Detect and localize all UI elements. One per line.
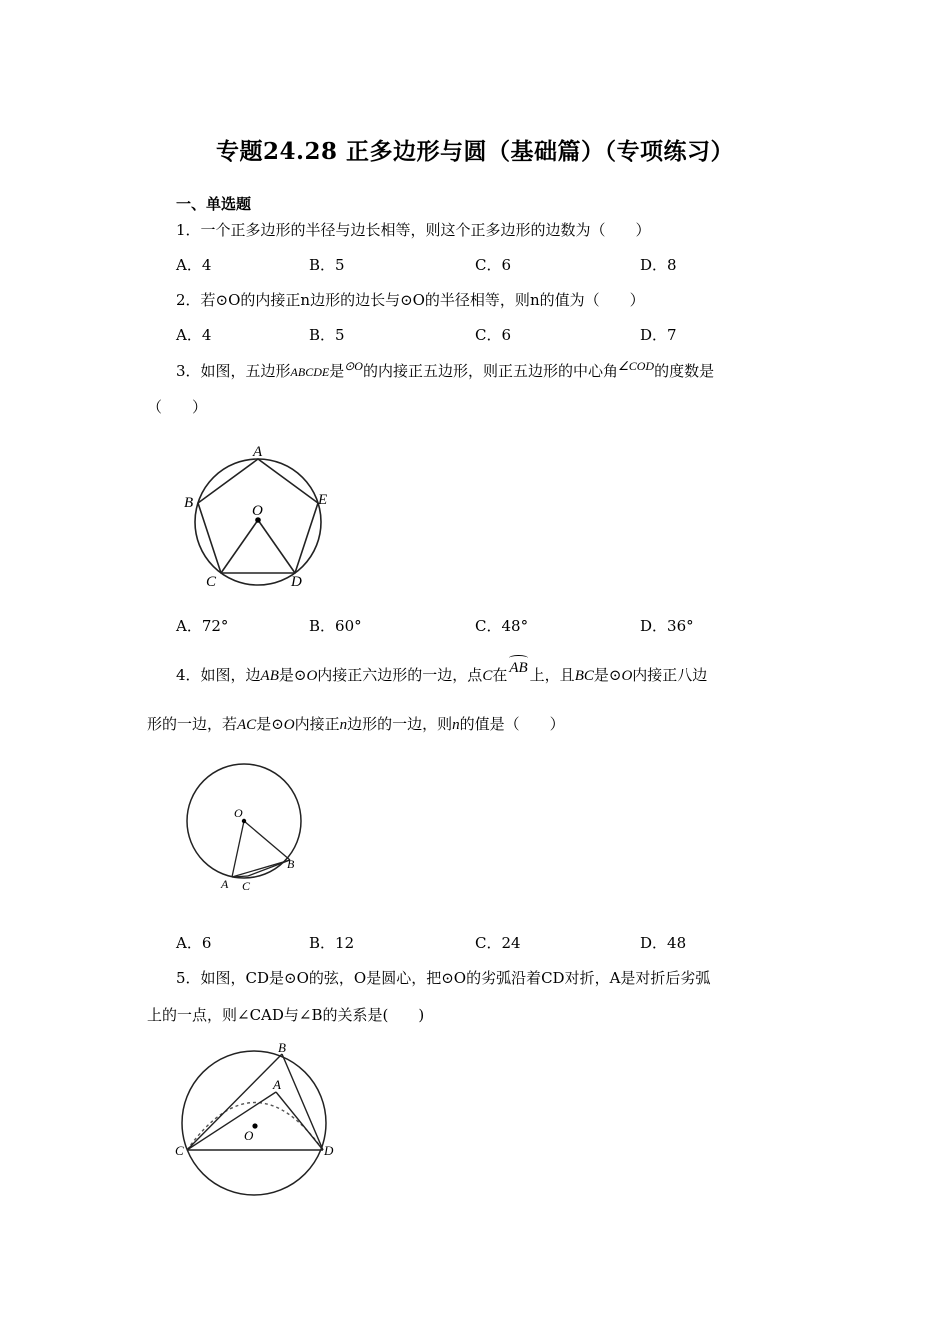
question-1-text: 1．一个正多边形的半径与边长相等，则这个正多边形的边数为（ ） (176, 221, 651, 239)
label-d: D (291, 574, 302, 590)
question-2-text: 2．若⊙O的内接正n边形的边长与⊙O的半径相等，则n的值为（ ） (176, 291, 645, 309)
q2-option-b: B．5 (309, 326, 345, 344)
q2-option-a: A．4 (176, 326, 212, 344)
q4-option-b: B．12 (309, 934, 355, 952)
q4-option-a: A．6 (176, 934, 212, 952)
label-a: A (253, 444, 263, 460)
figure-pentagon-in-circle (178, 440, 338, 592)
q3-option-c: C．48° (475, 617, 529, 635)
label-a: A (273, 1077, 281, 1092)
segment-cb (248, 860, 290, 876)
q3-option-a: A．72° (176, 617, 229, 635)
circle-o (182, 1051, 326, 1195)
segment-cb (187, 1054, 282, 1150)
figure-hexagon-octagon-circle (180, 758, 310, 898)
arc-mark-icon (509, 655, 527, 661)
question-4-line-2: 形的一边，若AC是⊙O内接正n边形的一边，则n的值是（ ） (147, 715, 565, 733)
question-3-blank: （ ） (147, 398, 208, 416)
label-o: O (244, 1128, 254, 1143)
segment-ca (187, 1092, 276, 1150)
question-3-text: 3．如图，五边形ABCDE是$^{⊙O}$的内接正五边形，则正五边形的中心角$^{\angle COD}$的度数是 (176, 359, 715, 380)
label-d: D (324, 1143, 334, 1158)
section-heading: 一、单选题 (176, 195, 252, 213)
segment-ob (244, 821, 290, 860)
label-b: B (287, 857, 295, 871)
label-o: O (234, 806, 243, 820)
label-c: C (242, 879, 251, 893)
label-c: C (175, 1143, 184, 1158)
q4-option-d: D．48 (640, 934, 687, 952)
segment-oc (221, 520, 258, 573)
q1-option-a: A．4 (176, 256, 212, 274)
label-a: A (221, 877, 229, 891)
segment-bd (282, 1054, 323, 1150)
segment-ab (232, 860, 290, 877)
q3-option-d: D．36° (640, 617, 694, 635)
q4-option-c: C．24 (475, 934, 521, 952)
q1-option-c: C．6 (475, 256, 512, 274)
segment-ad (276, 1092, 323, 1150)
segment-oa (232, 821, 244, 877)
figure-folded-arc (172, 1040, 342, 1200)
label-b: B (278, 1040, 286, 1055)
label-e: E (318, 492, 328, 508)
q1-option-b: B．5 (309, 256, 345, 274)
question-5-line-2: 上的一点，则∠CAD与∠B的关系是( ) (147, 1006, 425, 1024)
segment-od (258, 520, 295, 573)
q3-option-b: B．60° (309, 617, 362, 635)
label-o: O (252, 503, 263, 519)
label-b: B (184, 495, 194, 511)
question-4-line-1: 4．如图，边AB是⊙O内接正六边形的一边，点C在 AB 上，且BC是⊙O内接正八边 (176, 664, 707, 685)
question-5-line-1: 5．如图，CD是⊙O的弦，O是圆心，把⊙O的劣弧沿着CD对折，A是对折后劣弧 (176, 969, 711, 987)
arc-ab: AB (509, 658, 527, 677)
page-title: 专题24.28 正多边形与圆（基础篇）（专项练习） (215, 138, 735, 165)
q2-option-d: D．7 (640, 326, 677, 344)
label-c: C (206, 574, 217, 590)
q1-option-d: D．8 (640, 256, 677, 274)
q2-option-c: C．6 (475, 326, 512, 344)
